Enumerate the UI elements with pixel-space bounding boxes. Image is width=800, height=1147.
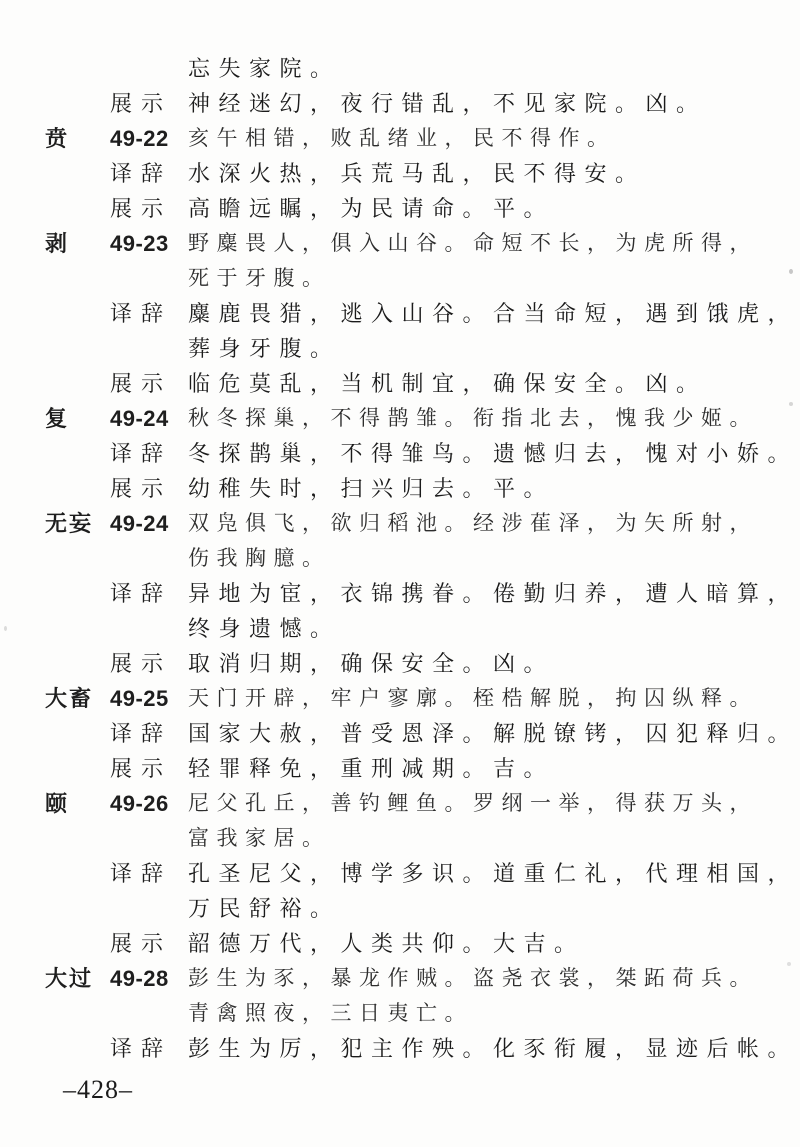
entry-number: 49-24	[110, 406, 169, 431]
entry-row	[0, 961, 800, 996]
entry-row	[0, 51, 800, 86]
hexagram-name: 无妄	[45, 511, 94, 536]
entry-text: 富我家居。	[188, 826, 331, 850]
entry-row	[0, 786, 800, 821]
hexagram-name: 复	[45, 406, 70, 431]
scan-artifact-dot	[787, 962, 791, 966]
entry-section-label: 译辞	[110, 721, 173, 746]
entry-section-label: 展示	[110, 91, 173, 116]
entry-text: 异地为宦，衣锦携眷。倦勤归养，遭人暗算，	[188, 581, 799, 606]
entry-text: 高瞻远瞩，为民请命。平。	[188, 196, 555, 221]
entry-number: 49-26	[110, 791, 169, 816]
entry-row	[0, 576, 800, 611]
entry-text: 野麋畏人，俱入山谷。命短不长，为虎所得，	[188, 231, 758, 255]
entry-row	[0, 541, 800, 576]
hexagram-name: 剥	[45, 231, 70, 256]
entry-row	[0, 261, 800, 296]
entry-section-label: 展示	[110, 756, 173, 781]
entry-section-label: 译辞	[110, 581, 173, 606]
entry-row	[0, 331, 800, 366]
entry-row	[0, 646, 800, 681]
hexagram-name: 颐	[45, 791, 70, 816]
entry-row	[0, 821, 800, 856]
entry-text: 轻罪释免，重刑减期。吉。	[188, 756, 555, 781]
entry-section-label: 译辞	[110, 441, 173, 466]
entry-row	[0, 996, 800, 1031]
scan-artifact-dot	[789, 269, 793, 274]
entry-number: 49-22	[110, 126, 169, 151]
entry-text: 临危莫乱，当机制宜，确保安全。凶。	[188, 371, 707, 396]
entry-section-label: 译辞	[110, 161, 173, 186]
entry-number: 49-23	[110, 231, 169, 256]
entry-text: 终身遗憾。	[188, 616, 341, 641]
entry-row	[0, 611, 800, 646]
entry-text: 死于牙腹。	[188, 266, 331, 290]
entry-row	[0, 471, 800, 506]
entry-section-label: 展示	[110, 931, 173, 956]
hexagram-name: 大过	[45, 966, 94, 991]
entry-text: 万民舒裕。	[188, 896, 341, 921]
entry-row	[0, 156, 800, 191]
entry-text: 天门开辟，牢户寥廓。桎梏解脱，拘囚纵释。	[188, 686, 758, 710]
scan-artifact-dot	[4, 626, 7, 631]
entry-section-label: 译辞	[110, 861, 173, 886]
entry-list	[0, 51, 800, 1066]
entry-text: 忘失家院。	[188, 56, 341, 81]
entry-text: 亥午相错，败乱绪业，民不得作。	[188, 126, 616, 150]
entry-section-label: 展示	[110, 476, 173, 501]
entry-text: 水深火热，兵荒马乱，民不得安。	[188, 161, 646, 186]
entry-text: 取消归期，确保安全。凶。	[188, 651, 555, 676]
entry-text: 麋鹿畏猎，逃入山谷。合当命短，遇到饿虎，	[188, 301, 799, 326]
entry-row	[0, 366, 800, 401]
entry-text: 尼父孔丘，善钓鲤鱼。罗纲一举，得获万头，	[188, 791, 758, 815]
hexagram-name: 贲	[45, 126, 70, 151]
entry-text: 彭生为豕，暴龙作贼。盗尧衣裳，桀跖荷兵。	[188, 966, 758, 990]
entry-text: 孔圣尼父，博学多识。道重仁礼，代理相国，	[188, 861, 799, 886]
entry-row	[0, 681, 800, 716]
entry-row	[0, 226, 800, 261]
entry-row	[0, 506, 800, 541]
entry-row	[0, 296, 800, 331]
entry-row	[0, 751, 800, 786]
page-number: –428–	[63, 1075, 133, 1104]
entry-section-label: 展示	[110, 651, 173, 676]
entry-number: 49-24	[110, 511, 169, 536]
entry-row	[0, 891, 800, 926]
scan-artifact-dot	[789, 402, 793, 406]
entry-row	[0, 926, 800, 961]
entry-text: 韶德万代，人类共仰。大吉。	[188, 931, 585, 956]
entry-row	[0, 856, 800, 891]
entry-row	[0, 121, 800, 156]
entry-text: 秋冬探巢，不得鹊雏。衔指北去，愧我少姬。	[188, 406, 758, 430]
entry-section-label: 译辞	[110, 1036, 173, 1061]
entry-text: 幼稚失时，扫兴归去。平。	[188, 476, 555, 501]
entry-row	[0, 1031, 800, 1066]
entry-text: 国家大赦，普受恩泽。解脱镣铐，囚犯释归。	[188, 721, 799, 746]
entry-row	[0, 436, 800, 471]
entry-text: 青禽照夜，三日夷亡。	[188, 1001, 473, 1025]
entry-row	[0, 716, 800, 751]
entry-row	[0, 191, 800, 226]
hexagram-name: 大畜	[45, 686, 94, 711]
entry-text: 彭生为厉，犯主作殃。化豕衔履，显迹后帐。	[188, 1036, 799, 1061]
entry-text: 伤我胸臆。	[188, 546, 331, 570]
entry-section-label: 展示	[110, 196, 173, 221]
entry-text: 神经迷幻，夜行错乱，不见家院。凶。	[188, 91, 707, 116]
entry-number: 49-25	[110, 686, 169, 711]
entry-row	[0, 401, 800, 436]
entry-text: 双凫俱飞，欲归稻池。经涉萑泽，为矢所射，	[188, 511, 758, 535]
entry-text: 葬身牙腹。	[188, 336, 341, 361]
entry-section-label: 译辞	[110, 301, 173, 326]
entry-section-label: 展示	[110, 371, 173, 396]
entry-number: 49-28	[110, 966, 169, 991]
entry-text: 冬探鹊巢，不得雏鸟。遗憾归去，愧对小娇。	[188, 441, 799, 466]
entry-row	[0, 86, 800, 121]
